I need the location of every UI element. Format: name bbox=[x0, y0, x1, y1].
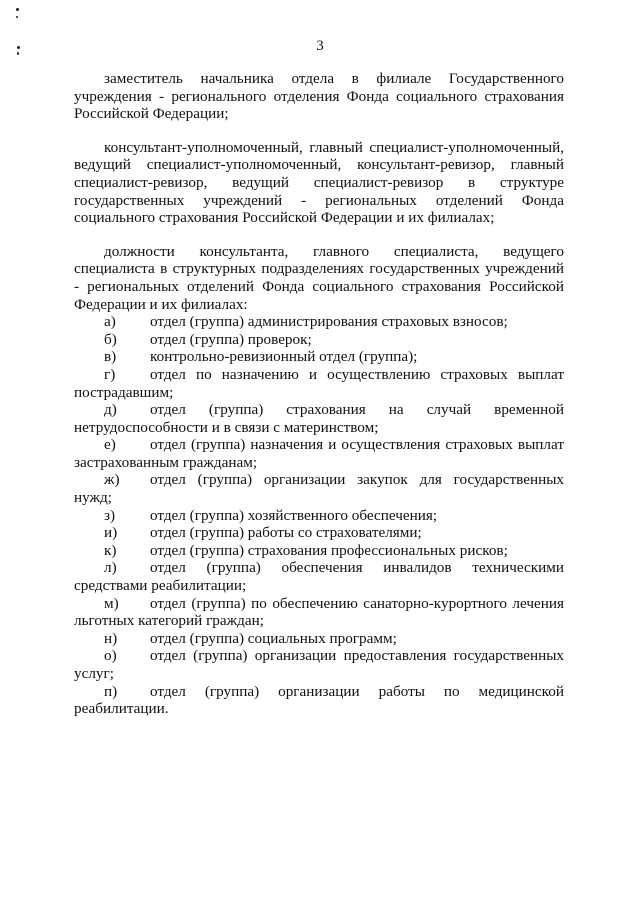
list-item bbox=[74, 366, 564, 401]
document-body bbox=[74, 70, 564, 718]
paragraph-gap bbox=[74, 123, 564, 139]
list-marker: в) bbox=[104, 348, 117, 366]
list-item bbox=[74, 542, 564, 560]
paragraph-gap bbox=[74, 227, 564, 243]
list-item bbox=[74, 630, 564, 648]
list-item bbox=[74, 436, 564, 471]
scan-speck bbox=[16, 16, 18, 18]
list-item bbox=[74, 348, 564, 366]
list-marker: з) bbox=[104, 506, 116, 524]
list-item-text: отдел (группа) социальных программ; bbox=[150, 629, 397, 647]
list-item-text: отдел (группа) проверок; bbox=[150, 330, 312, 348]
list-item-text: отдел (группа) организации предоставления государственных услуг; bbox=[74, 647, 564, 682]
list-item bbox=[74, 595, 564, 630]
list-marker: е) bbox=[104, 436, 116, 454]
list-item bbox=[74, 507, 564, 525]
list-item bbox=[74, 313, 564, 331]
list-item-text: отдел (группа) организации закупок для государственных нужд; bbox=[74, 471, 564, 507]
department-list bbox=[74, 313, 564, 718]
list-item-text: отдел (группа) администрирования страховых взносов; bbox=[150, 313, 508, 331]
list-item-text: отдел по назначению и осуществлению страховых выплат пострадавшим; bbox=[74, 365, 564, 401]
paragraph: должности консультанта, главного специалиста, ведущего специалиста в структурных подразделениях государственных учреждений - региональных отделений Фонда социального страхования Российской Федерации и их филиалах: bbox=[74, 242, 564, 313]
list-item-text: отдел (группа) организации работы по медицинской реабилитации. bbox=[74, 682, 564, 718]
list-marker: к) bbox=[104, 541, 117, 559]
list-marker: п) bbox=[104, 682, 118, 700]
list-item-text: отдел (группа) страхования на случай временной нетрудоспособности и в связи с материнством; bbox=[74, 401, 564, 436]
list-item bbox=[74, 331, 564, 349]
list-item bbox=[74, 524, 564, 542]
list-marker: и) bbox=[104, 524, 118, 542]
list-item bbox=[74, 559, 564, 594]
list-item bbox=[74, 683, 564, 718]
list-marker: л) bbox=[104, 559, 117, 577]
list-item bbox=[74, 647, 564, 682]
list-marker: д) bbox=[104, 401, 117, 419]
page-number: 3 bbox=[316, 38, 324, 54]
list-item-text: отдел (группа) по обеспечению санаторно-курортного лечения льготных категорий граждан; bbox=[74, 594, 564, 630]
paragraph: консультант-уполномоченный, главный специалист-уполномоченный, ведущий специалист-уполномоченный, консультант-ревизор, главный специалист-ревизор, ведущий специалист-ревизор в структуре государственных учреждений - региональных отделений Фонда социального страхования Российской Федерации и их филиалах; bbox=[74, 138, 564, 227]
list-marker: м) bbox=[104, 594, 119, 612]
list-item bbox=[74, 471, 564, 506]
list-marker: о) bbox=[104, 647, 117, 665]
list-item-text: отдел (группа) обеспечения инвалидов техническими средствами реабилитации; bbox=[74, 559, 564, 595]
list-marker: б) bbox=[104, 330, 117, 348]
list-marker: а) bbox=[104, 313, 116, 331]
scan-speck bbox=[16, 8, 19, 11]
list-item-text: отдел (группа) страхования профессиональных рисков; bbox=[150, 541, 508, 559]
list-item bbox=[74, 401, 564, 436]
list-marker: г) bbox=[104, 365, 116, 383]
list-item-text: отдел (группа) работы со страхователями; bbox=[150, 524, 422, 542]
list-item-text: отдел (группа) назначения и осуществления страховых выплат застрахованным гражданам; bbox=[74, 436, 564, 471]
list-item-text: отдел (группа) хозяйственного обеспечения; bbox=[150, 506, 438, 524]
paragraph: заместитель начальника отдела в филиале Государственного учреждения - регионального отделения Фонда социального страхования Российской Федерации; bbox=[74, 70, 564, 123]
list-marker: ж) bbox=[104, 471, 120, 489]
list-marker: н) bbox=[104, 629, 118, 647]
list-item-text: контрольно-ревизионный отдел (группа); bbox=[150, 348, 418, 366]
